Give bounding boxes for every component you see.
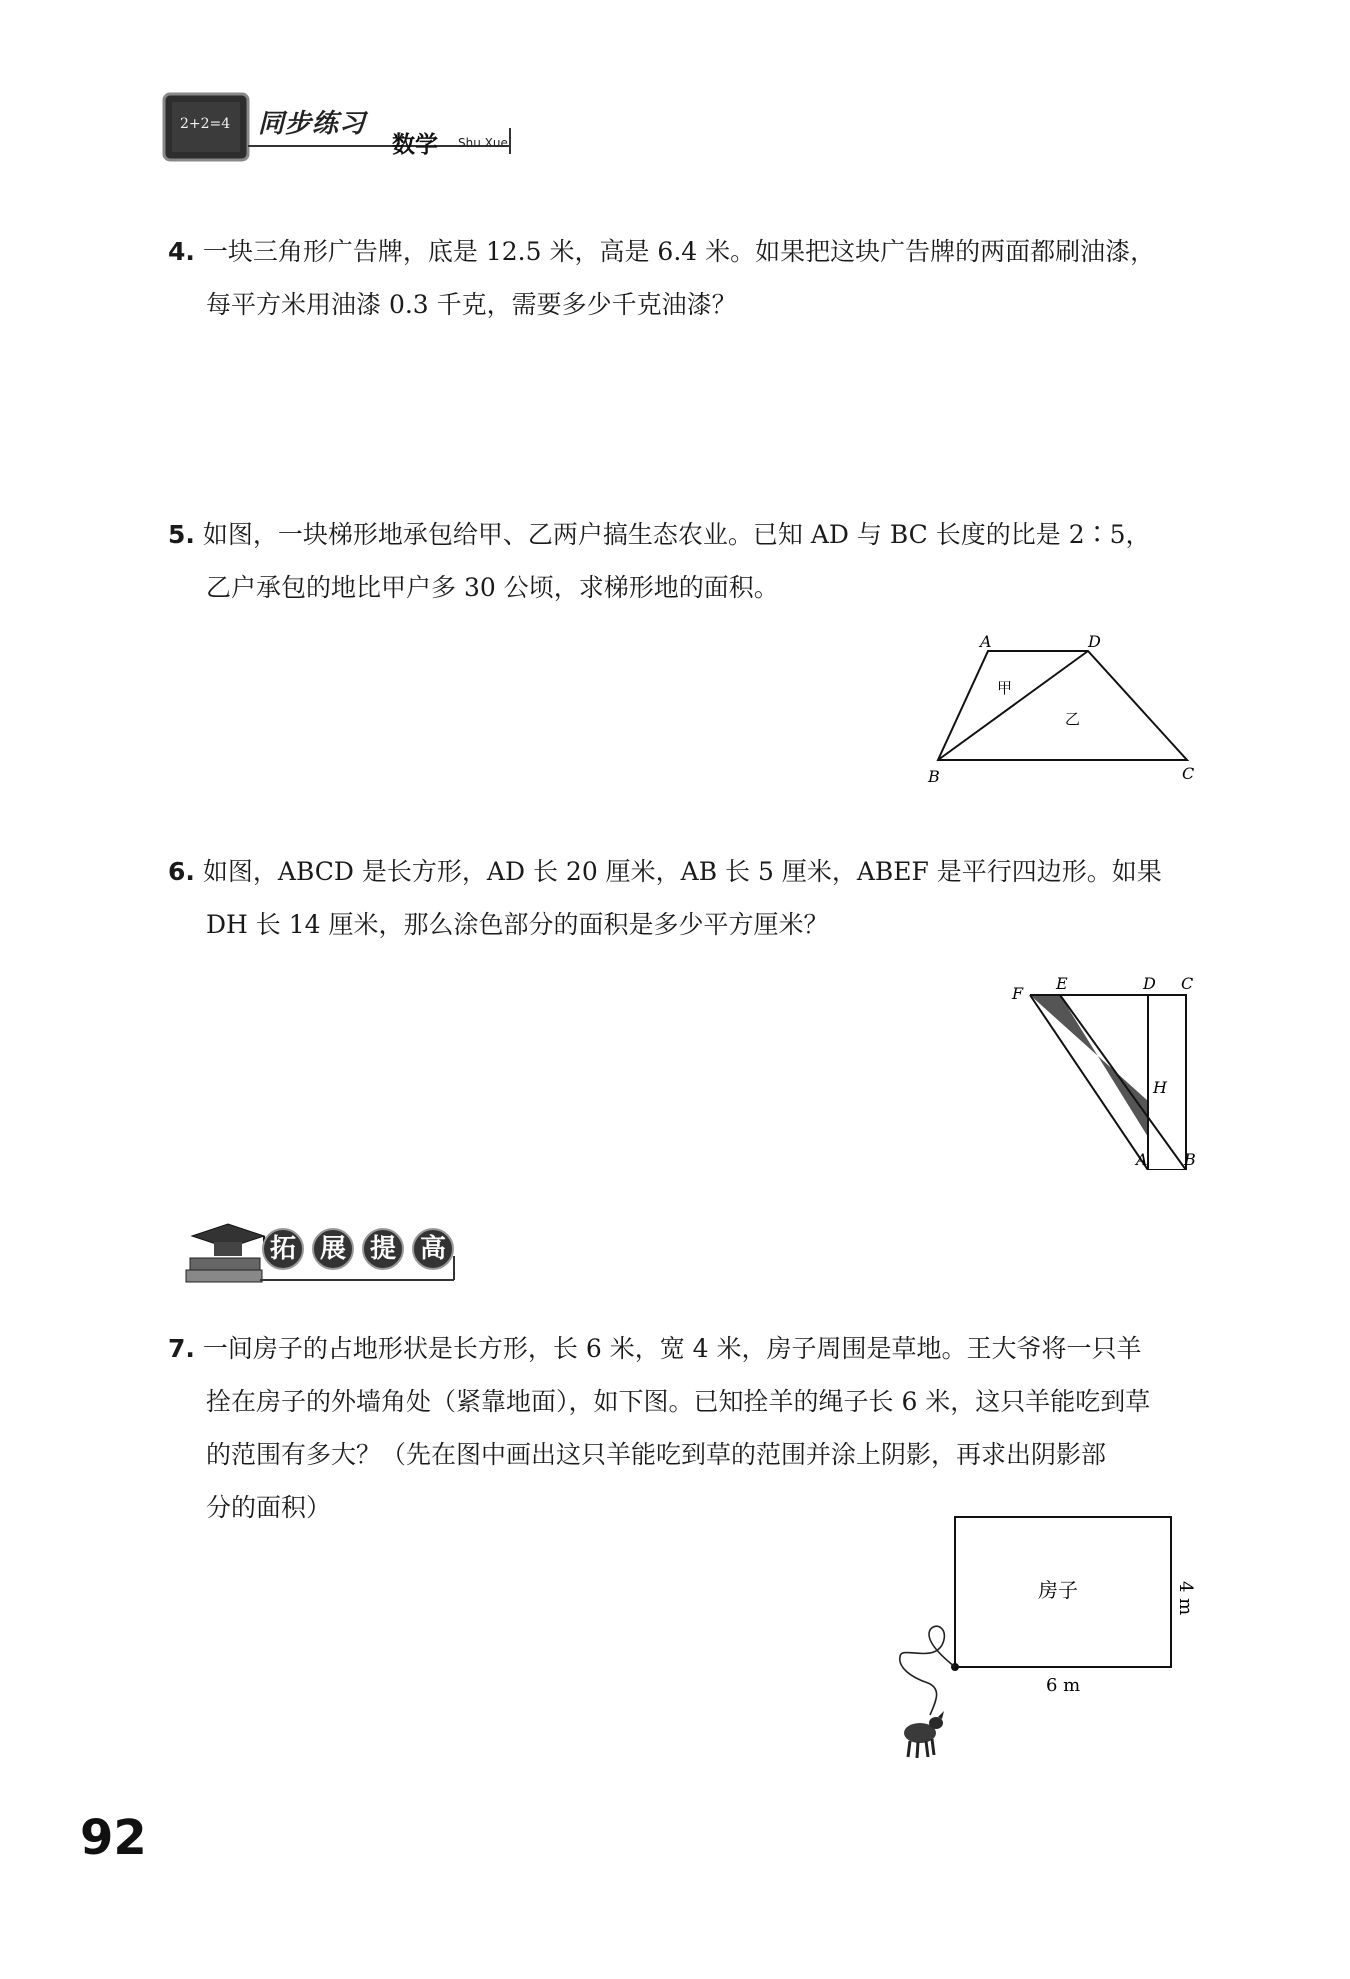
- problem-text: 乙户承包的地比甲户多 30 公顷，求梯形地的面积。: [206, 573, 779, 602]
- point-h-label: H: [1153, 1078, 1167, 1097]
- problem-text: 分的面积）: [206, 1493, 332, 1522]
- line-fa: [1030, 995, 1148, 1170]
- problem-number: 7.: [168, 1334, 195, 1363]
- problem-number: 6.: [168, 857, 195, 886]
- problem-text: 一块三角形广告牌，底是 12.5 米，高是 6.4 米。如果把这块广告牌的两面都刷油漆，: [202, 237, 1156, 266]
- point-c-label: C: [1181, 974, 1194, 993]
- problem-5: [168, 508, 1208, 614]
- problem-6: [168, 845, 1208, 951]
- problem-text: 如图，一块梯形地承包给甲、乙两户搞生态农业。已知 AD 与 BC 长度的比是 2∶5，: [202, 520, 1151, 549]
- point-c-label: C: [1182, 764, 1195, 783]
- page-number: 92: [80, 1810, 147, 1866]
- point-f-label: F: [1012, 984, 1024, 1003]
- problem-number: 4.: [168, 237, 195, 266]
- line-eb: [1060, 995, 1186, 1170]
- section-title: [262, 1228, 462, 1270]
- point-b-label: B: [1184, 1150, 1196, 1169]
- problem-number: 5.: [168, 520, 195, 549]
- problem-7: [168, 1322, 1208, 1534]
- section-title-char: 展: [312, 1228, 354, 1270]
- problem-text: 的范围有多大？（先在图中画出这只羊能吃到草的范围并涂上阴影，再求出阴影部: [206, 1440, 1107, 1469]
- rectangle-parallelogram-figure: [1000, 965, 1220, 1170]
- problem-text: DH 长 14 厘米，那么涂色部分的面积是多少平方厘米？: [206, 910, 829, 939]
- point-b-label: B: [928, 767, 940, 786]
- section-title-char: 拓: [262, 1228, 304, 1270]
- trapezoid-diagonal-bd: [938, 651, 1088, 760]
- rope: [900, 1626, 955, 1715]
- section-title-char: 高: [412, 1228, 454, 1270]
- header-title: 同步练习: [258, 109, 367, 139]
- height-label: 4 m: [1175, 1581, 1196, 1616]
- point-d-label: D: [1088, 632, 1101, 651]
- trapezoid-figure: [920, 625, 1210, 795]
- point-d-label: D: [1143, 974, 1156, 993]
- point-a-label: A: [1136, 1150, 1148, 1169]
- problem-text: 拴在房子的外墙角处（紧靠地面），如下图。已知拴羊的绳子长 6 米，这只羊能吃到草: [206, 1387, 1151, 1416]
- chalkboard-text: 2+2=4: [180, 116, 231, 132]
- problem-text: 每平方米用油漆 0.3 千克，需要多少千克油漆？: [206, 290, 737, 319]
- problem-4: [168, 225, 1208, 331]
- header-pinyin: Shu Xue: [458, 136, 508, 150]
- house-goat-figure: [870, 1505, 1210, 1765]
- section-title-char: 提: [362, 1228, 404, 1270]
- header-subject: 数学: [392, 132, 438, 158]
- point-a-label: A: [980, 632, 992, 651]
- point-e-label: E: [1056, 974, 1068, 993]
- problem-text: 一间房子的占地形状是长方形，长 6 米，宽 4 米，房子周围是草地。王大爷将一只羊: [202, 1334, 1142, 1363]
- shaded-region: [1030, 995, 1148, 1137]
- trapezoid-outline: [938, 651, 1187, 760]
- goat-icon: [904, 1711, 944, 1758]
- house-label: 房子: [1038, 1578, 1078, 1602]
- region-yi-label: 乙: [1065, 710, 1081, 728]
- problem-text: 如图，ABCD 是长方形，AD 长 20 厘米，AB 长 5 厘米，ABEF 是平行四边形。如果: [202, 857, 1162, 886]
- width-label: 6 m: [1046, 1675, 1081, 1696]
- region-jia-label: 甲: [997, 679, 1013, 697]
